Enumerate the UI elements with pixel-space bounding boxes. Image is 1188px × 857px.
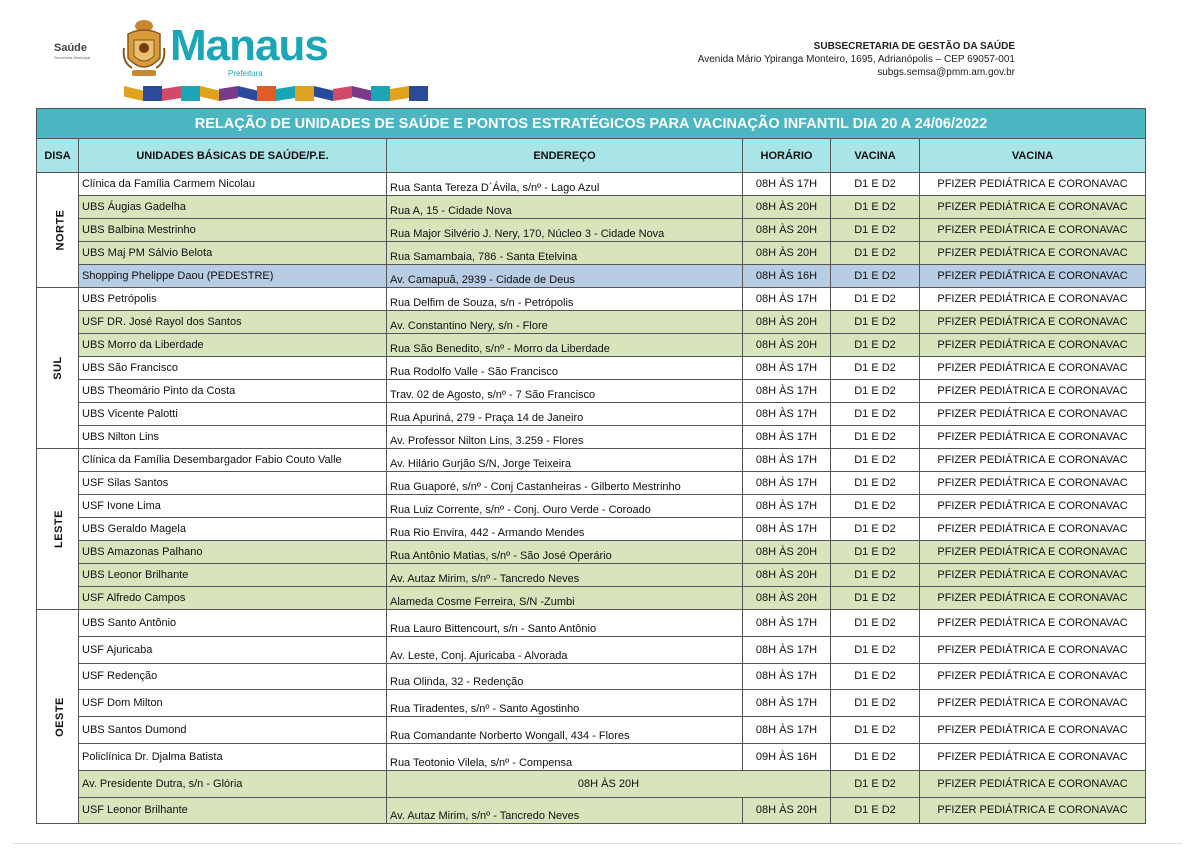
- dose-cell: D1 E D2: [831, 196, 920, 219]
- vaccination-table: [36, 108, 1146, 824]
- unit-cell: Av. Presidente Dutra, s/n - Glória: [79, 770, 387, 797]
- unit-cell: UBS Leonor Brilhante: [79, 564, 387, 587]
- column-header: DISA: [37, 139, 79, 173]
- dose-cell: D1 E D2: [831, 717, 920, 744]
- table-row: [37, 242, 1146, 265]
- dose-cell: D1 E D2: [831, 564, 920, 587]
- disa-label: LESTE: [52, 510, 65, 548]
- unit-cell: USF Redenção: [79, 663, 387, 690]
- vaccine-cell: PFIZER PEDIÁTRICA E CORONAVAC: [920, 610, 1146, 637]
- vaccine-cell: PFIZER PEDIÁTRICA E CORONAVAC: [920, 541, 1146, 564]
- unit-cell: USF Alfredo Campos: [79, 587, 387, 610]
- table-row: [37, 219, 1146, 242]
- dose-cell: D1 E D2: [831, 495, 920, 518]
- vaccine-cell: PFIZER PEDIÁTRICA E CORONAVAC: [920, 636, 1146, 663]
- column-header: UNIDADES BÁSICAS DE SAÚDE/P.E.: [79, 139, 387, 173]
- unit-cell: UBS Geraldo Magela: [79, 518, 387, 541]
- hours-cell: 08H ÀS 17H: [743, 717, 831, 744]
- dose-cell: D1 E D2: [831, 690, 920, 717]
- hours-cell: 08H ÀS 17H: [743, 636, 831, 663]
- vaccine-cell: PFIZER PEDIÁTRICA E CORONAVAC: [920, 743, 1146, 770]
- vaccine-cell: PFIZER PEDIÁTRICA E CORONAVAC: [920, 403, 1146, 426]
- unit-cell: USF Dom Milton: [79, 690, 387, 717]
- hours-cell: 08H ÀS 20H: [743, 334, 831, 357]
- disa-label: SUL: [51, 356, 64, 380]
- letterhead: [0, 0, 1188, 108]
- address-cell: Trav. 02 de Agosto, s/nº - 7 São Francisco: [387, 380, 743, 403]
- unit-cell: Clínica da Família Desembargador Fabio Couto Valle: [79, 449, 387, 472]
- unit-cell: UBS Amazonas Palhano: [79, 541, 387, 564]
- address-cell: Av. Autaz Mirim, s/nº - Tancredo Neves: [387, 797, 743, 824]
- table-row: [37, 380, 1146, 403]
- vaccine-cell: PFIZER PEDIÁTRICA E CORONAVAC: [920, 380, 1146, 403]
- unit-cell: UBS Santo Antônio: [79, 610, 387, 637]
- unit-cell: UBS Santos Dumond: [79, 717, 387, 744]
- hours-cell: 08H ÀS 20H: [743, 196, 831, 219]
- dose-cell: D1 E D2: [831, 449, 920, 472]
- vaccine-cell: PFIZER PEDIÁTRICA E CORONAVAC: [920, 495, 1146, 518]
- address-cell: Rua São Benedito, s/nº - Morro da Liberdade: [387, 334, 743, 357]
- table-row: [37, 610, 1146, 637]
- hours-cell: 08H ÀS 17H: [743, 690, 831, 717]
- unit-cell: UBS Maj PM Sálvio Belota: [79, 242, 387, 265]
- table-row: [37, 265, 1146, 288]
- address-cell: Rua Delfim de Souza, s/n - Petrópolis: [387, 288, 743, 311]
- vaccine-cell: PFIZER PEDIÁTRICA E CORONAVAC: [920, 173, 1146, 196]
- hours-cell: 08H ÀS 17H: [743, 403, 831, 426]
- unit-cell: USF Ajuricaba: [79, 636, 387, 663]
- dose-cell: D1 E D2: [831, 426, 920, 449]
- unit-cell: UBS São Francisco: [79, 357, 387, 380]
- address-cell: Alameda Cosme Ferreira, S/N -Zumbi: [387, 587, 743, 610]
- dose-cell: D1 E D2: [831, 518, 920, 541]
- table-title-row: [37, 109, 1146, 139]
- vaccine-cell: PFIZER PEDIÁTRICA E CORONAVAC: [920, 265, 1146, 288]
- table-row: [37, 449, 1146, 472]
- hours-cell: 08H ÀS 17H: [743, 663, 831, 690]
- dose-cell: D1 E D2: [831, 357, 920, 380]
- table-row: [37, 541, 1146, 564]
- unit-cell: UBS Theomário Pinto da Costa: [79, 380, 387, 403]
- table-row: [37, 743, 1146, 770]
- table-row: [37, 495, 1146, 518]
- hours-cell: 08H ÀS 17H: [743, 610, 831, 637]
- vaccine-cell: PFIZER PEDIÁTRICA E CORONAVAC: [920, 219, 1146, 242]
- address-cell: Rua A, 15 - Cidade Nova: [387, 196, 743, 219]
- table-row: [37, 587, 1146, 610]
- address-cell: Rua Tiradentes, s/nº - Santo Agostinho: [387, 690, 743, 717]
- vaccine-cell: PFIZER PEDIÁTRICA E CORONAVAC: [920, 770, 1146, 797]
- unit-cell: Clínica da Família Carmem Nicolau: [79, 173, 387, 196]
- dose-cell: D1 E D2: [831, 663, 920, 690]
- vaccine-cell: PFIZER PEDIÁTRICA E CORONAVAC: [920, 587, 1146, 610]
- vaccine-cell: PFIZER PEDIÁTRICA E CORONAVAC: [920, 311, 1146, 334]
- table-row: [37, 426, 1146, 449]
- hours-cell: 08H ÀS 20H: [743, 797, 831, 824]
- hours-cell: 09H ÀS 16H: [743, 743, 831, 770]
- vaccine-cell: PFIZER PEDIÁTRICA E CORONAVAC: [920, 426, 1146, 449]
- footer-rule: [12, 843, 1182, 844]
- dose-cell: D1 E D2: [831, 288, 920, 311]
- address-cell: Av. Leste, Conj. Ajuricaba - Alvorada: [387, 636, 743, 663]
- table-row: [37, 334, 1146, 357]
- unit-cell: Shopping Phelippe Daou (PEDESTRE): [79, 265, 387, 288]
- unit-cell: UBS Petrópolis: [79, 288, 387, 311]
- hours-cell: 08H ÀS 20H: [743, 541, 831, 564]
- address-cell: Rua Guaporé, s/nº - Conj Castanheiras - Gilberto Mestrinho: [387, 472, 743, 495]
- address-cell: Rua Luiz Corrente, s/nº - Conj. Ouro Verde - Coroado: [387, 495, 743, 518]
- dose-cell: D1 E D2: [831, 265, 920, 288]
- dose-cell: D1 E D2: [831, 173, 920, 196]
- table-row: [37, 357, 1146, 380]
- disa-cell: [37, 610, 79, 824]
- saude-sub: Secretaria Municipal: [54, 55, 91, 60]
- dose-cell: D1 E D2: [831, 797, 920, 824]
- hours-cell: 08H ÀS 17H: [743, 495, 831, 518]
- dose-cell: D1 E D2: [831, 610, 920, 637]
- table-row: [37, 564, 1146, 587]
- address-cell: Rua Comandante Norberto Wongall, 434 - Flores: [387, 717, 743, 744]
- disa-cell: [37, 288, 79, 449]
- address-cell: Av. Hilário Gurjão S/N, Jorge Teixeira: [387, 449, 743, 472]
- vaccine-cell: PFIZER PEDIÁTRICA E CORONAVAC: [920, 357, 1146, 380]
- dose-cell: D1 E D2: [831, 472, 920, 495]
- hours-cell: 08H ÀS 20H: [743, 564, 831, 587]
- unit-cell: UBS Nilton Lins: [79, 426, 387, 449]
- vaccine-cell: PFIZER PEDIÁTRICA E CORONAVAC: [920, 196, 1146, 219]
- table-title: RELAÇÃO DE UNIDADES DE SAÚDE E PONTOS ESTRATÉGICOS PARA VACINAÇÃO INFANTIL DIA 20 A 24/06/2022: [37, 109, 1146, 139]
- vaccine-cell: PFIZER PEDIÁTRICA E CORONAVAC: [920, 663, 1146, 690]
- hours-cell: 08H ÀS 20H: [743, 587, 831, 610]
- address-cell: Av. Camapuã, 2939 - Cidade de Deus: [387, 265, 743, 288]
- unit-cell: UBS Balbina Mestrinho: [79, 219, 387, 242]
- column-header: ENDEREÇO: [387, 139, 743, 173]
- address-cell: Rua Rodolfo Valle - São Francisco: [387, 357, 743, 380]
- vaccine-cell: PFIZER PEDIÁTRICA E CORONAVAC: [920, 288, 1146, 311]
- column-header: HORÁRIO: [743, 139, 831, 173]
- table-row: [37, 663, 1146, 690]
- address-cell: 08H ÀS 20H: [387, 770, 831, 797]
- dose-cell: D1 E D2: [831, 334, 920, 357]
- address-cell: Rua Rio Envira, 442 - Armando Mendes: [387, 518, 743, 541]
- hours-cell: 08H ÀS 16H: [743, 265, 831, 288]
- table-row: [37, 196, 1146, 219]
- hours-cell: 08H ÀS 17H: [743, 426, 831, 449]
- disa-cell: [37, 173, 79, 288]
- address-cell: Rua Samambaia, 786 - Santa Etelvina: [387, 242, 743, 265]
- dose-cell: D1 E D2: [831, 636, 920, 663]
- table-row: [37, 690, 1146, 717]
- address-cell: Rua Teotonio Vilela, s/nº - Compensa: [387, 743, 743, 770]
- dose-cell: D1 E D2: [831, 541, 920, 564]
- table-row: [37, 288, 1146, 311]
- unit-cell: USF Leonor Brilhante: [79, 797, 387, 824]
- dose-cell: D1 E D2: [831, 311, 920, 334]
- vaccine-cell: PFIZER PEDIÁTRICA E CORONAVAC: [920, 690, 1146, 717]
- disa-label: OESTE: [53, 696, 66, 737]
- table-row: [37, 472, 1146, 495]
- org-title: SUBSECRETARIA DE GESTÃO DA SAÚDE: [813, 41, 1015, 52]
- unit-cell: UBS Morro da Liberdade: [79, 334, 387, 357]
- table-row: [37, 797, 1146, 824]
- dose-cell: D1 E D2: [831, 403, 920, 426]
- hours-cell: 08H ÀS 17H: [743, 518, 831, 541]
- table-row: [37, 403, 1146, 426]
- table-row: [37, 311, 1146, 334]
- vaccine-cell: PFIZER PEDIÁTRICA E CORONAVAC: [920, 717, 1146, 744]
- table-header-row: [37, 139, 1146, 173]
- dose-cell: D1 E D2: [831, 242, 920, 265]
- dose-cell: D1 E D2: [831, 770, 920, 797]
- decorative-stripe: [124, 86, 428, 101]
- address-cell: Av. Professor Nilton Lins, 3.259 - Flores: [387, 426, 743, 449]
- hours-cell: 08H ÀS 17H: [743, 472, 831, 495]
- vaccine-cell: PFIZER PEDIÁTRICA E CORONAVAC: [920, 518, 1146, 541]
- hours-cell: 08H ÀS 20H: [743, 219, 831, 242]
- hours-cell: 08H ÀS 17H: [743, 380, 831, 403]
- table-row: [37, 518, 1146, 541]
- unit-cell: USF Ivone Lima: [79, 495, 387, 518]
- unit-cell: UBS Vicente Palotti: [79, 403, 387, 426]
- unit-cell: UBS Áugias Gadelha: [79, 196, 387, 219]
- brand-sub: Prefeitura: [228, 69, 263, 78]
- dose-cell: D1 E D2: [831, 587, 920, 610]
- saude-logo: [54, 42, 90, 60]
- hours-cell: 08H ÀS 20H: [743, 311, 831, 334]
- address-cell: Rua Antônio Matias, s/nº - São José Operário: [387, 541, 743, 564]
- column-header: VACINA: [920, 139, 1146, 173]
- hours-cell: 08H ÀS 17H: [743, 357, 831, 380]
- unit-cell: USF Silas Santos: [79, 472, 387, 495]
- table-row: [37, 173, 1146, 196]
- dose-cell: D1 E D2: [831, 219, 920, 242]
- org-email: subgs.semsa@pmm.am.gov.br: [877, 67, 1015, 78]
- vaccine-cell: PFIZER PEDIÁTRICA E CORONAVAC: [920, 797, 1146, 824]
- org-address: Avenida Mário Ypiranga Monteiro, 1695, Adrianópolis – CEP 69057-001: [697, 54, 1015, 65]
- unit-cell: USF DR. José Rayol dos Santos: [79, 311, 387, 334]
- dose-cell: D1 E D2: [831, 380, 920, 403]
- address-cell: Rua Lauro Bittencourt, s/n - Santo Antônio: [387, 610, 743, 637]
- coat-of-arms-icon: [122, 18, 166, 80]
- vaccine-cell: PFIZER PEDIÁTRICA E CORONAVAC: [920, 242, 1146, 265]
- address-cell: Rua Santa Tereza D´Ávila, s/nº - Lago Azul: [387, 173, 743, 196]
- vaccine-cell: PFIZER PEDIÁTRICA E CORONAVAC: [920, 564, 1146, 587]
- disa-label: NORTE: [54, 209, 67, 251]
- org-block: [698, 40, 1015, 79]
- address-cell: Rua Major Silvério J. Nery, 170, Núcleo 3 - Cidade Nova: [387, 219, 743, 242]
- hours-cell: 08H ÀS 17H: [743, 288, 831, 311]
- dose-cell: D1 E D2: [831, 743, 920, 770]
- saude-label: Saúde: [54, 42, 88, 54]
- table-row: [37, 717, 1146, 744]
- address-cell: Rua Olinda, 32 - Redenção: [387, 663, 743, 690]
- vaccine-cell: PFIZER PEDIÁTRICA E CORONAVAC: [920, 334, 1146, 357]
- address-cell: Av. Constantino Nery, s/n - Flore: [387, 311, 743, 334]
- table-row: [37, 636, 1146, 663]
- column-header: VACINA: [831, 139, 920, 173]
- unit-cell: Policlínica Dr. Djalma Batista: [79, 743, 387, 770]
- address-cell: Rua Apuriná, 279 - Praça 14 de Janeiro: [387, 403, 743, 426]
- brand-logo: Manaus: [170, 21, 328, 70]
- address-cell: Av. Autaz Mirim, s/nº - Tancredo Neves: [387, 564, 743, 587]
- vaccine-cell: PFIZER PEDIÁTRICA E CORONAVAC: [920, 449, 1146, 472]
- vaccine-cell: PFIZER PEDIÁTRICA E CORONAVAC: [920, 472, 1146, 495]
- disa-cell: [37, 449, 79, 610]
- table-row: [37, 770, 1146, 797]
- hours-cell: 08H ÀS 20H: [743, 242, 831, 265]
- hours-cell: 08H ÀS 17H: [743, 173, 831, 196]
- hours-cell: 08H ÀS 17H: [743, 449, 831, 472]
